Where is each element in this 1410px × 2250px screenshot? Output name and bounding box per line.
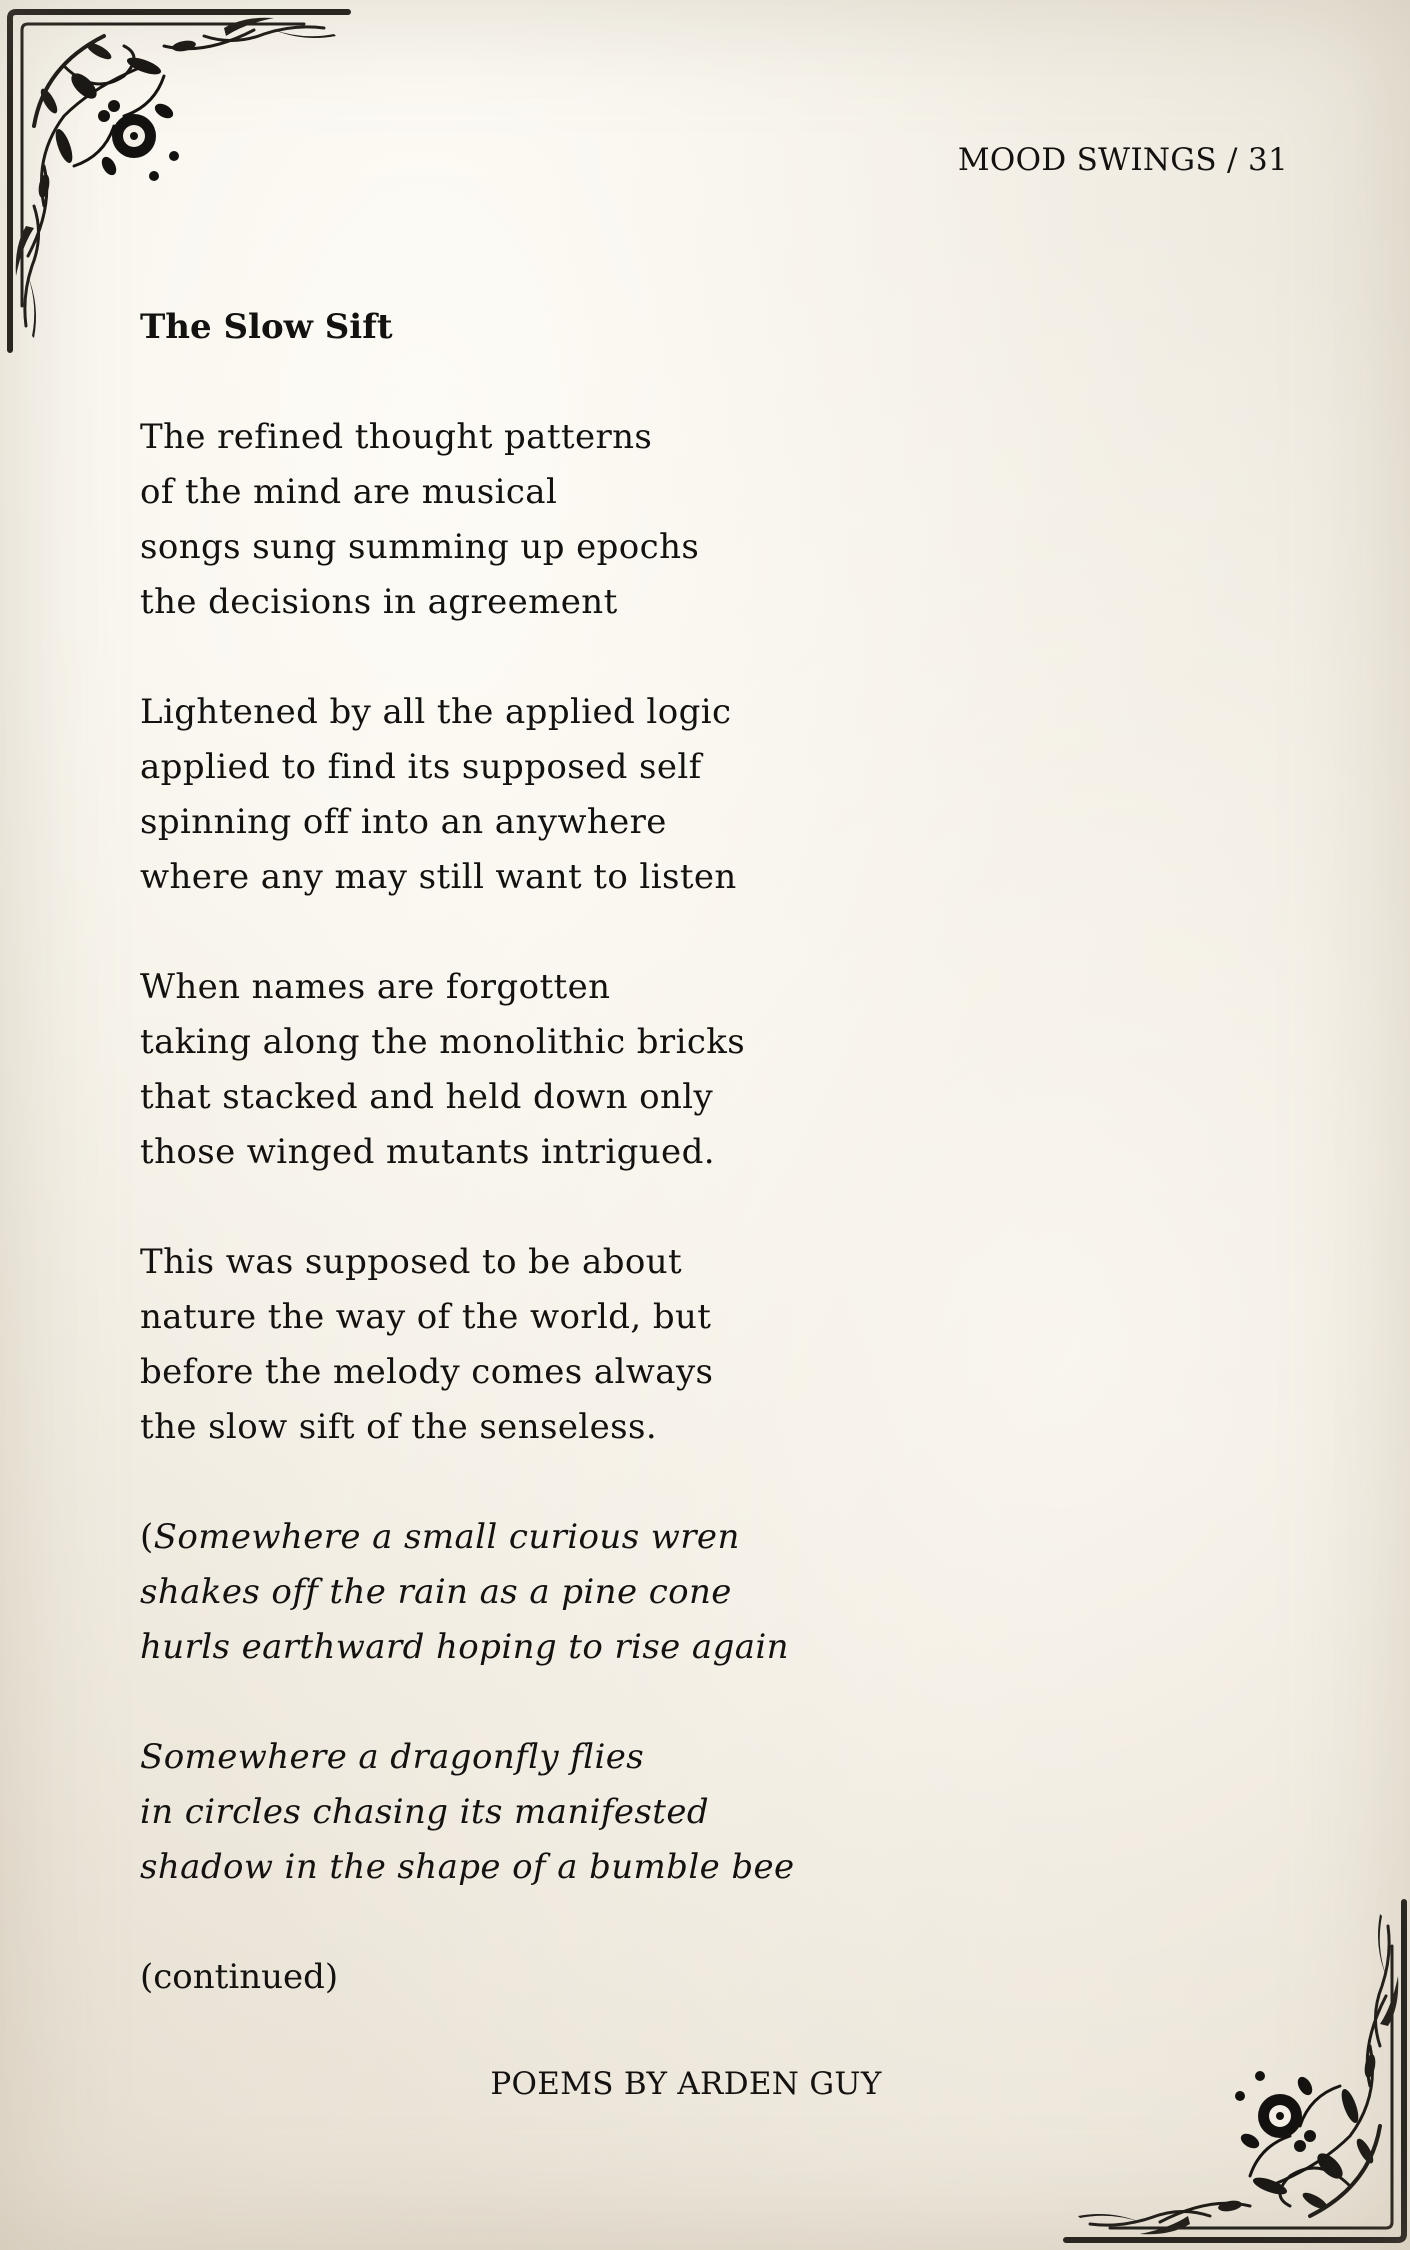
stanza-2 [140, 685, 1040, 905]
continued-note: (continued) [140, 1957, 339, 1997]
poem [140, 300, 1040, 2005]
stanza-1 [140, 410, 1040, 630]
poem-line: Somewhere a dragonfly flies [140, 1737, 645, 1777]
stanza-4 [140, 1235, 1040, 1455]
poem-line: When names are forgotten [140, 967, 611, 1007]
footer-author: POEMS BY ARDEN GUY [490, 2066, 882, 2102]
poem-line: hurls earthward hoping to rise again [140, 1627, 789, 1667]
poem-line: songs sung summing up epochs [140, 527, 700, 567]
poem-line: spinning off into an anywhere [140, 802, 667, 842]
poem-line: shadow in the shape of a bumble bee [140, 1847, 795, 1887]
stanza-3 [140, 960, 1040, 1180]
poem-line: the decisions in agreement [140, 582, 618, 622]
poem-line: nature the way of the world, but [140, 1297, 712, 1337]
poem-line: This was supposed to be about [140, 1242, 683, 1282]
poem-line: Lightened by all the applied logic [140, 692, 732, 732]
poem-title: The Slow Sift [140, 307, 393, 347]
poem-line: where any may still want to listen [140, 857, 737, 897]
poem-line: shakes off the rain as a pine cone [140, 1572, 732, 1612]
poem-line: The refined thought patterns [140, 417, 653, 457]
poem-line: of the mind are musical [140, 472, 558, 512]
stanza-5 [140, 1510, 1040, 1675]
poem-line: those winged mutants intrigued. [140, 1132, 715, 1172]
running-head: MOOD SWINGS / 31 [957, 142, 1288, 178]
poem-line [140, 1510, 1040, 1565]
poem-line: before the melody comes always [140, 1352, 714, 1392]
poem-line: that stacked and held down only [140, 1077, 714, 1117]
poem-line: the slow sift of the senseless. [140, 1407, 658, 1447]
stanza-6 [140, 1730, 1040, 1895]
poem-line: in circles chasing its manifested [140, 1792, 710, 1832]
open-parenthesis: ( [140, 1517, 154, 1557]
poem-line-text: Somewhere a small curious wren [153, 1517, 740, 1557]
poem-line: applied to find its supposed self [140, 747, 702, 787]
poem-line: taking along the monolithic bricks [140, 1022, 746, 1062]
